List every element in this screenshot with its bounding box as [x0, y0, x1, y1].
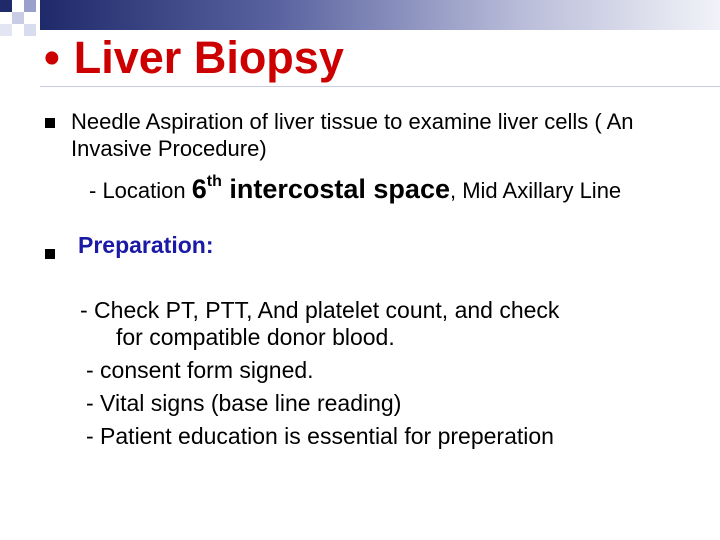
slide-title [44, 30, 344, 86]
title-bullet: • [44, 32, 60, 83]
list-item: - consent form signed. [86, 357, 314, 383]
location-ordinal: th [206, 173, 222, 190]
list-item: - Check PT, PTT, And platelet count, and check [80, 297, 560, 323]
deco-square [0, 0, 12, 12]
location-suffix: , Mid Axillary Line [449, 178, 622, 203]
list-item-continuation: for compatible donor blood. [116, 324, 395, 350]
location-emphasis: intercostal space [221, 174, 450, 204]
square-bullet-icon [45, 118, 55, 128]
title-text: Liver Biopsy [73, 32, 344, 83]
square-bullet-icon [45, 249, 55, 259]
location-prefix: - Location [89, 178, 192, 203]
location-line [71, 168, 701, 204]
list-item: - Vital signs (base line reading) [86, 390, 402, 416]
deco-square [12, 12, 24, 24]
title-divider [40, 86, 720, 87]
header-gradient-band [40, 0, 720, 30]
bullet-needle-aspiration: Needle Aspiration of liver tissue to examine liver cells ( An Invasive Procedure) [71, 109, 634, 161]
deco-square [0, 24, 12, 36]
deco-square [24, 24, 36, 36]
location-number: 6 [191, 174, 207, 204]
list-item: - Patient education is essential for preperation [86, 423, 554, 449]
deco-square [24, 0, 36, 12]
preparation-list [80, 294, 700, 453]
preparation-heading: Preparation: [78, 232, 214, 258]
